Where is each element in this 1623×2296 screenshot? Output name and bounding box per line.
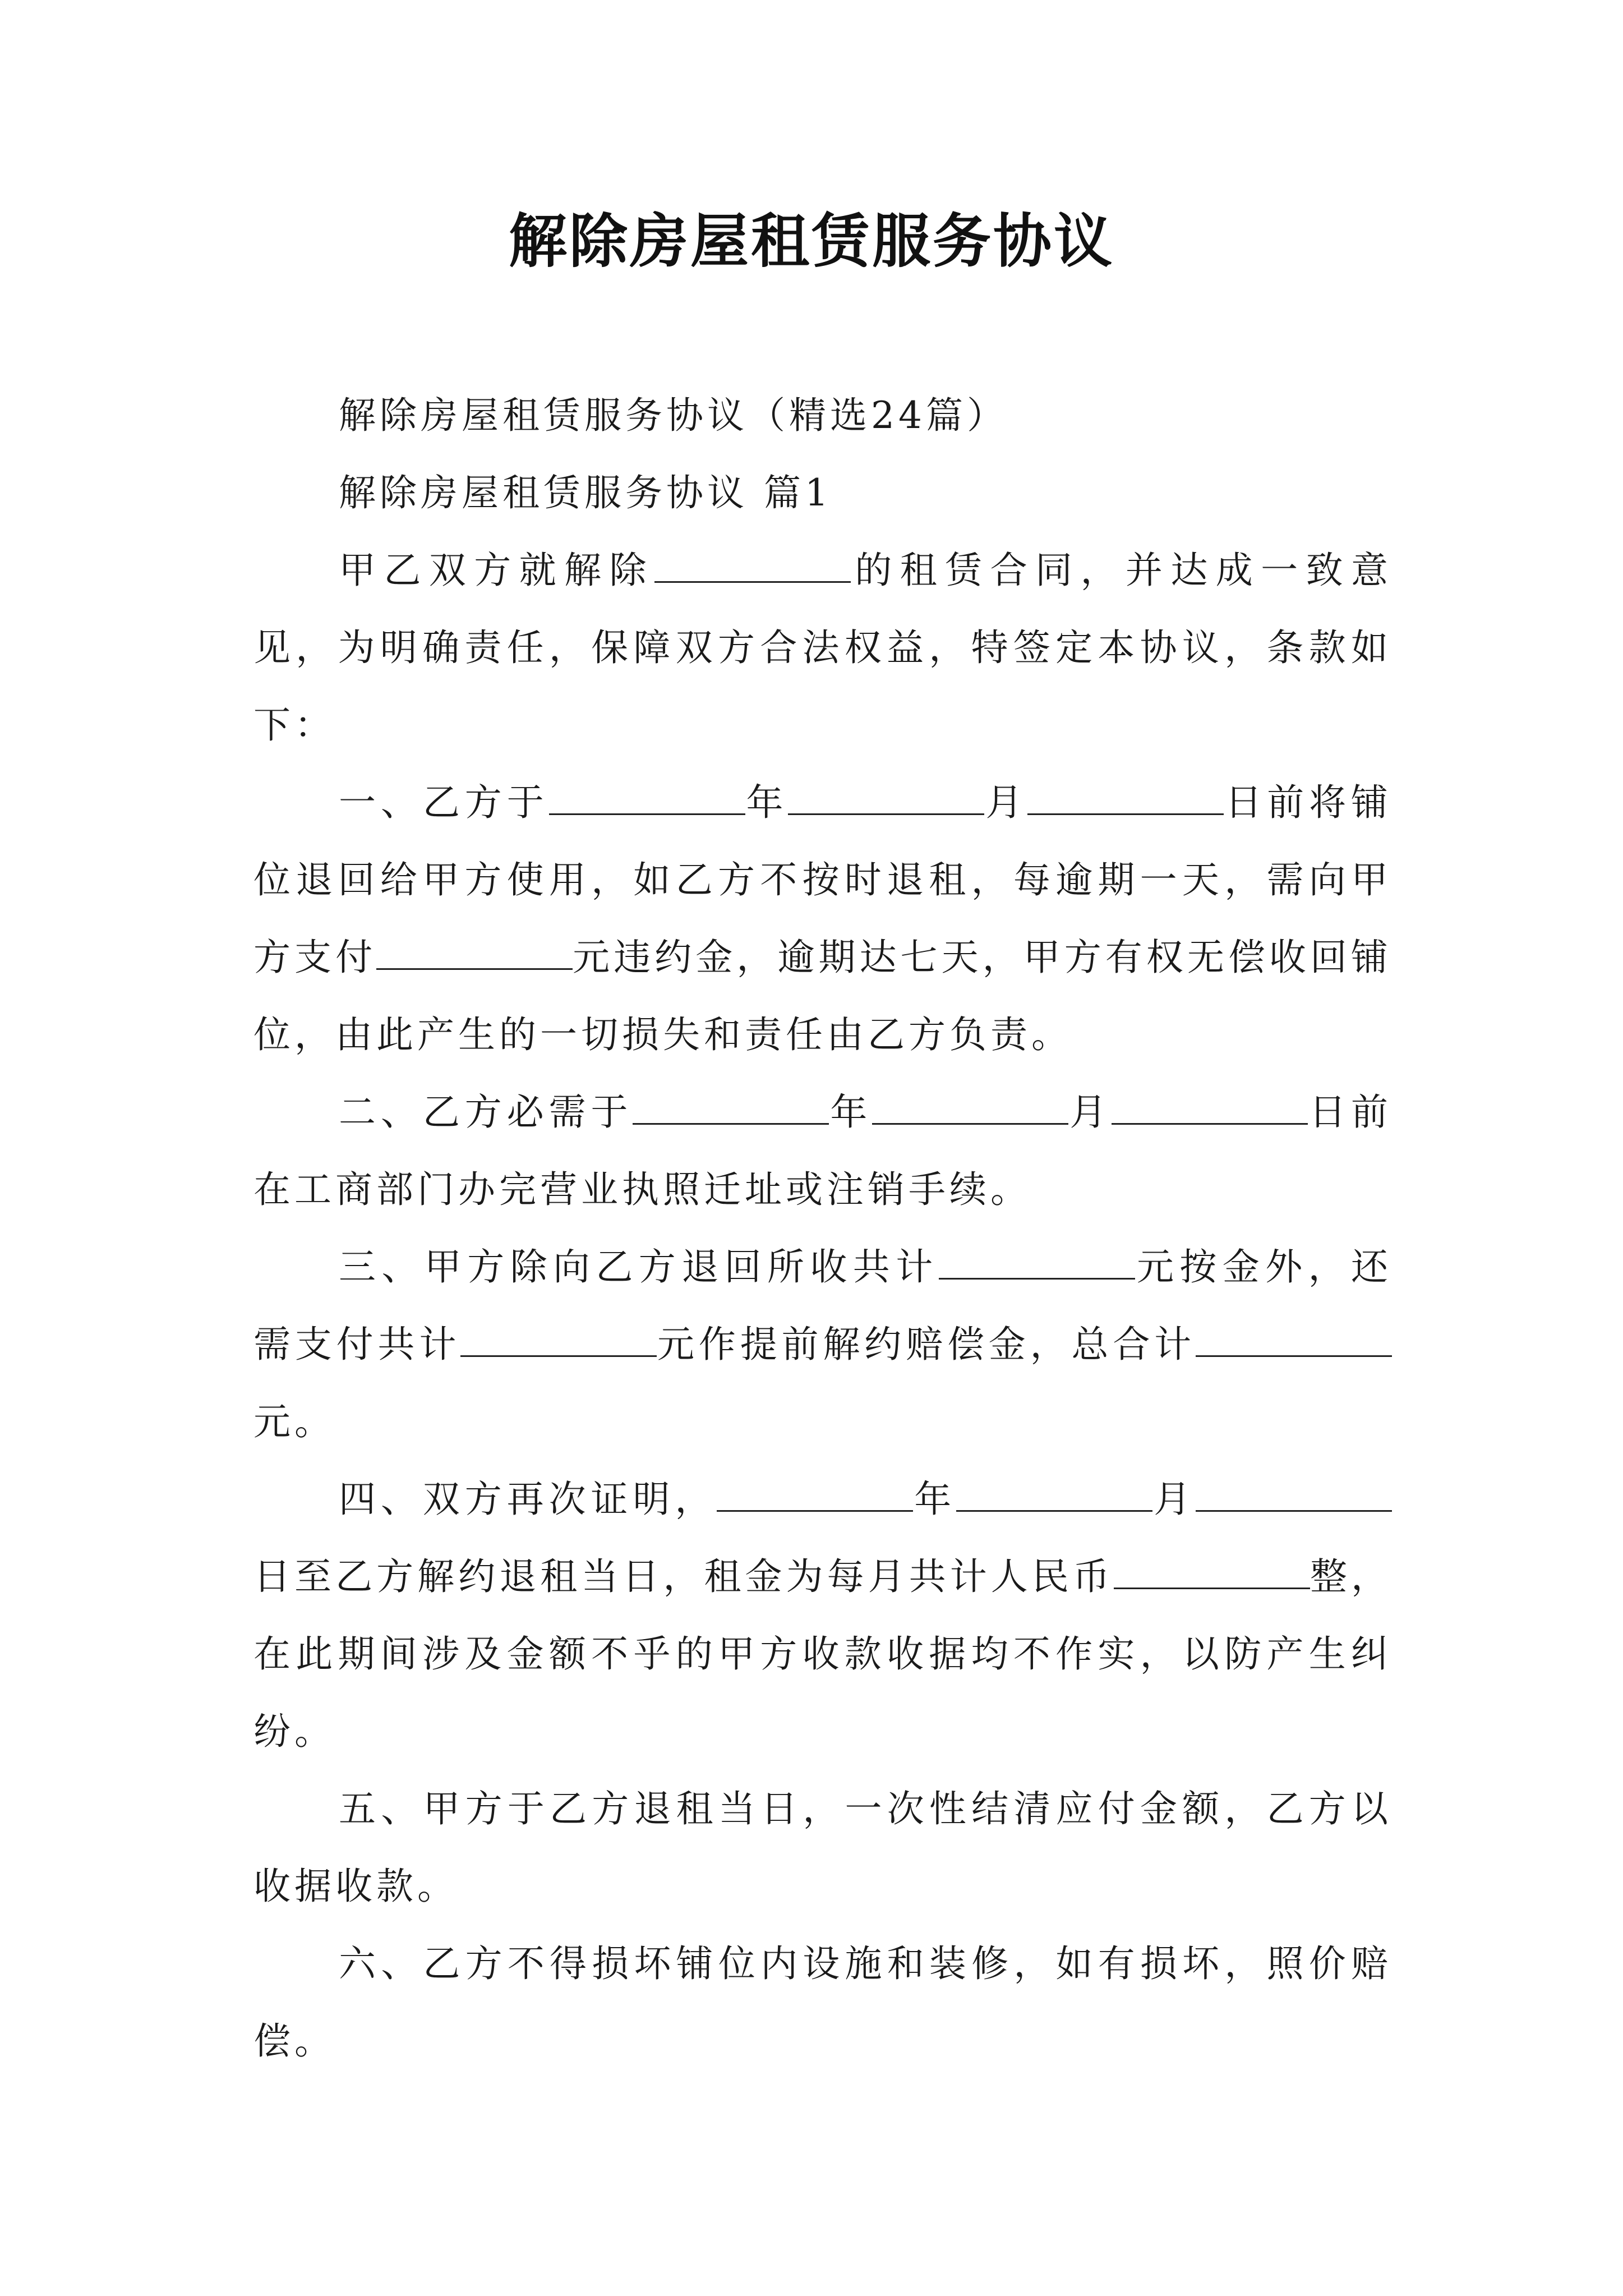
clause-paragraph bbox=[253, 1925, 1392, 2080]
fill-in-blank[interactable] bbox=[939, 1245, 1135, 1280]
fill-in-blank[interactable] bbox=[460, 1322, 657, 1357]
clause-text: 四、双方再次证明， bbox=[339, 1478, 717, 1521]
clause-text: 甲乙双方就解除 bbox=[339, 549, 654, 592]
clause-text: 月 bbox=[1068, 1091, 1112, 1134]
clause-text: 六、乙方不得损坏铺位内设施和装修，如有损坏，照价赔偿。 bbox=[253, 1942, 1392, 2063]
section-heading: 解除房屋租赁服务协议 篇1 bbox=[339, 471, 832, 514]
clause-text: 年 bbox=[745, 781, 789, 824]
clause-text: 的租赁合同，并达成一致意见，为明确责任，保障双方合法权益，特签定本协议，条款如下： bbox=[253, 549, 1393, 747]
fill-in-blank[interactable] bbox=[1027, 780, 1224, 815]
clause-text: 年 bbox=[829, 1091, 873, 1134]
clause-paragraph bbox=[253, 1228, 1392, 1461]
clause-text: 三、甲方除向乙方退回所收共计 bbox=[339, 1245, 939, 1289]
clause-text: 五、甲方于乙方退租当日，一次性结清应付金额，乙方以收据收款。 bbox=[253, 1787, 1392, 1908]
fill-in-blank[interactable] bbox=[1196, 1477, 1392, 1512]
clause-text: 元按金外，还需支付共计 bbox=[253, 1245, 1393, 1366]
clause-paragraph bbox=[253, 1770, 1392, 1925]
clause-text: 日前在工商部门办完营业执照迁址或注销手续。 bbox=[253, 1091, 1393, 1211]
fill-in-blank[interactable] bbox=[1114, 1554, 1310, 1589]
document-title: 解除房屋租赁服务协议 bbox=[508, 207, 1114, 275]
document-body bbox=[253, 377, 1392, 2080]
clause-text: 一、乙方于 bbox=[339, 781, 549, 824]
fill-in-blank[interactable] bbox=[549, 780, 745, 815]
clause-text: 年 bbox=[913, 1478, 957, 1521]
fill-in-blank[interactable] bbox=[1196, 1322, 1392, 1357]
clause-text: 月 bbox=[984, 781, 1028, 824]
fill-in-blank[interactable] bbox=[376, 935, 573, 970]
clause-paragraph bbox=[253, 1461, 1392, 1770]
clause-paragraph bbox=[253, 764, 1392, 1074]
document-subtitle: 解除房屋租赁服务协议（精选24篇） bbox=[339, 394, 1008, 437]
fill-in-blank[interactable] bbox=[654, 548, 851, 583]
fill-in-blank[interactable] bbox=[717, 1477, 913, 1512]
fill-in-blank[interactable] bbox=[788, 780, 984, 815]
clause-text: 日至乙方解约退租当日，租金为每月共计人民币 bbox=[253, 1555, 1114, 1598]
clause-text: 整，在此期间涉及金额不乎的甲方收款收据均不作实，以防产生纠纷。 bbox=[253, 1555, 1393, 1753]
clause-text: 日前将铺位退回给甲方使用，如乙方不按时退租，每逾期一天，需向甲方支付 bbox=[253, 781, 1393, 979]
clause-paragraph bbox=[253, 532, 1392, 764]
clause-text: 二、乙方必需于 bbox=[339, 1091, 633, 1134]
clause-text: 月 bbox=[1152, 1478, 1196, 1521]
fill-in-blank[interactable] bbox=[1112, 1090, 1308, 1125]
fill-in-blank[interactable] bbox=[633, 1090, 829, 1125]
clause-text: 元。 bbox=[253, 1400, 335, 1443]
clause-text: 元作提前解约赔偿金，总合计 bbox=[657, 1323, 1196, 1366]
clause-text: 元违约金，逾期达七天，甲方有权无偿收回铺位，由此产生的一切损失和责任由乙方负责。 bbox=[253, 936, 1393, 1056]
clause-paragraph bbox=[253, 1074, 1392, 1228]
fill-in-blank[interactable] bbox=[872, 1090, 1068, 1125]
fill-in-blank[interactable] bbox=[956, 1477, 1152, 1512]
